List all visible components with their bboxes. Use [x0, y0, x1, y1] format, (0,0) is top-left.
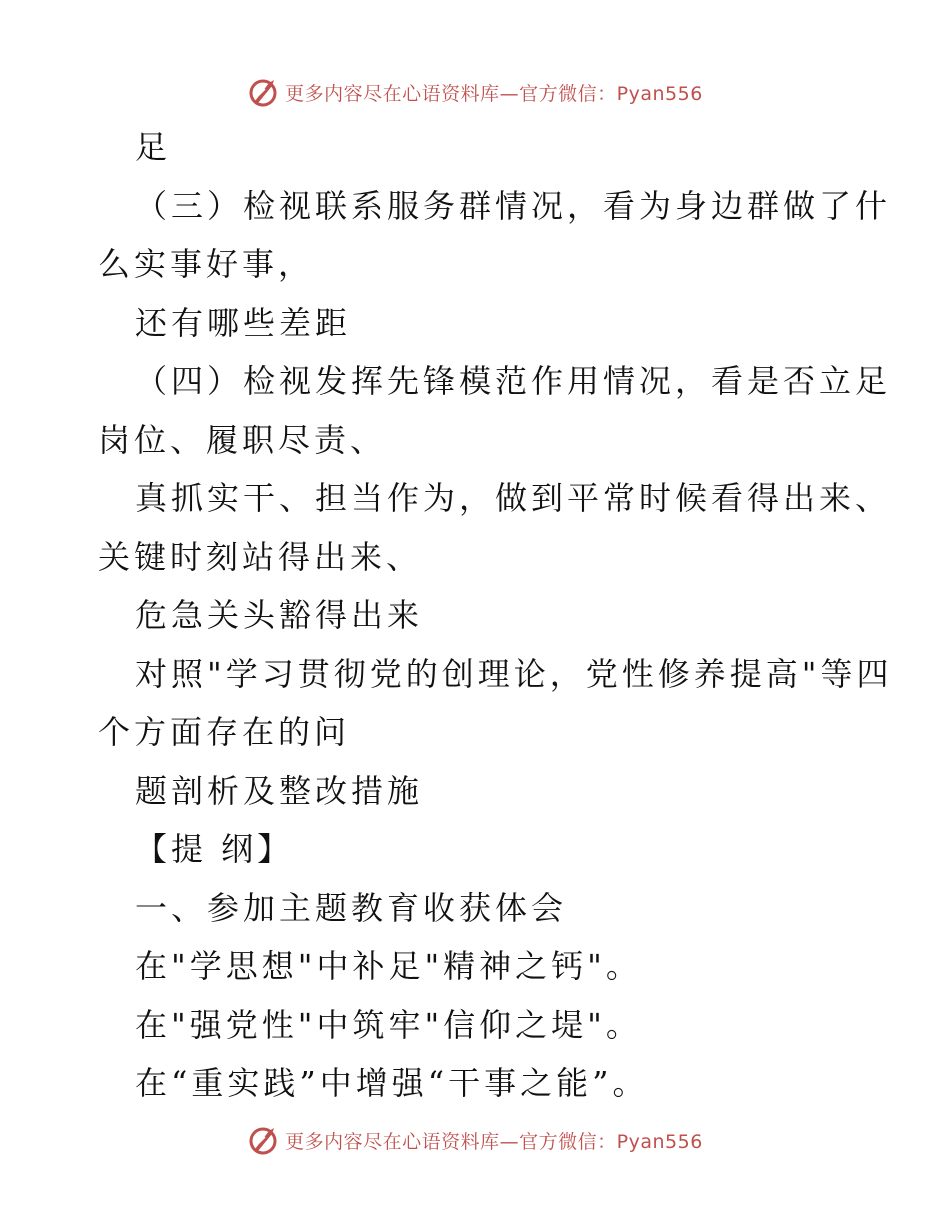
text-line: 在"学思想"中补足"精神之钙"。	[135, 947, 642, 985]
footer-watermark	[0, 1118, 950, 1162]
text-line: （三）检视联系服务群情况，看为身边群做了什	[135, 186, 892, 225]
text-line: 么实事好事，	[98, 245, 315, 283]
text-line: 真抓实干、担当作为，做到平常时候看得出来、	[135, 479, 892, 517]
quill-pen-logo-icon	[247, 1123, 281, 1157]
header-watermark	[0, 70, 950, 114]
text-line: 在“重实践”中增强“干事之能”。	[135, 1064, 649, 1102]
text-line: 岗位、履职尽责、	[98, 420, 387, 459]
text-line: 个方面存在的问	[98, 713, 351, 751]
text-line: （四）检视发挥先锋模范作用情况，看是否立足	[135, 362, 892, 400]
watermark-text: 更多内容尽在心语资料库—官方微信：Pyan556	[285, 82, 703, 105]
quill-pen-logo-icon	[247, 75, 281, 109]
watermark-text: 更多内容尽在心语资料库—官方微信：Pyan556	[285, 1130, 703, 1153]
text-line: 还有哪些差距	[135, 303, 352, 342]
text-line: 足	[135, 128, 172, 166]
outline-heading: 【提 纲】	[135, 830, 294, 868]
text-line: 题剖析及整改措施	[135, 771, 424, 810]
text-line: 对照"学习贯彻党的创理论，党性修养提高"等四	[135, 654, 893, 693]
text-line: 关键时刻站得出来、	[98, 537, 423, 576]
text-line: 在"强党性"中筑牢"信仰之堤"。	[135, 1005, 642, 1044]
document-body	[98, 118, 893, 1113]
text-line: 危急关头豁得出来	[135, 596, 424, 634]
section-heading: 一、参加主题教育收获体会	[135, 888, 568, 927]
